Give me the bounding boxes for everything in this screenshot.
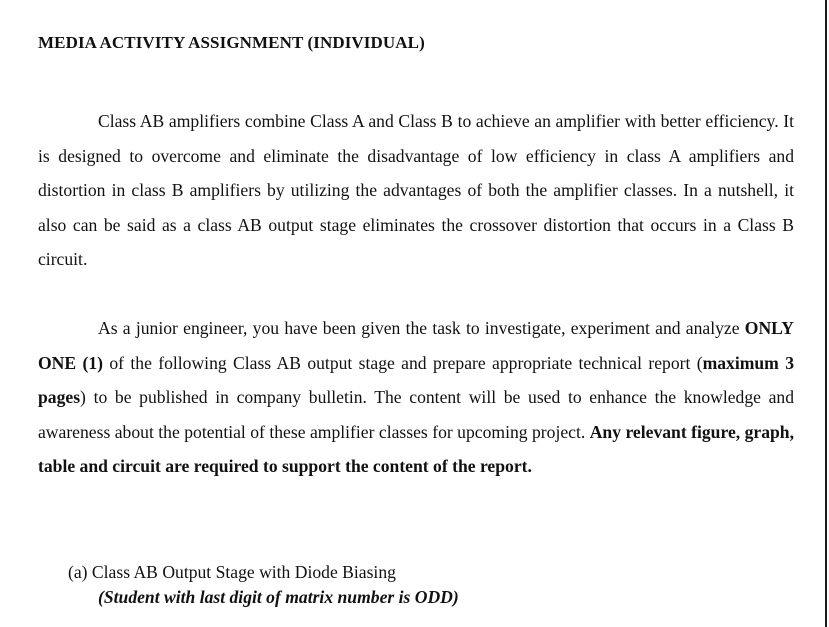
option-a-label: (a) Class AB Output Stage with Diode Biasing <box>68 562 396 582</box>
paragraph-intro: Class AB amplifiers combine Class A and Class B to achieve an amplifier with better efficiency. It is designed to overcome and eliminate the disadvantage of low efficiency in class A amplifiers and distortion in class B amplifiers by utilizing the advantages of both the amplifier classes. In a nutshell, it also can be said as a class AB output stage eliminates the crossover distortion that occurs in a Class B circuit. <box>38 111 794 269</box>
task-bold-only-one: ONLY ONE (1) <box>38 318 794 373</box>
task-text-1: As a junior engineer, you have been given the task to investigate, experiment and analyze <box>98 318 745 338</box>
page-border-line <box>825 0 827 627</box>
task-text-2: of the following Class AB output stage and prepare appropriate technical report ( <box>103 352 703 373</box>
task-text-3: ) to be published in company bulletin. The content will be used to enhance the knowledge and awareness about the potential of these amplifier classes for upcoming project. <box>38 387 794 442</box>
paragraph-task <box>38 311 794 484</box>
task-bold-max-pages: maximum 3 pages <box>38 352 794 407</box>
document-title: MEDIA ACTIVITY ASSIGNMENT (INDIVIDUAL) <box>38 33 425 52</box>
task-bold-requirement: Any relevant figure, graph, table and circuit are required to support the content of the report. <box>38 421 794 476</box>
option-a-note: (Student with last digit of matrix number is ODD) <box>98 587 459 607</box>
